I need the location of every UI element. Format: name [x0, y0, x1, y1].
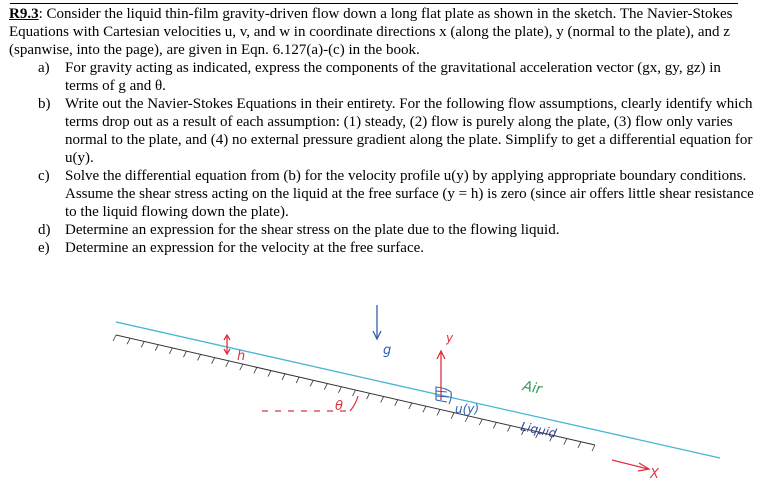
intro-text: : Consider the liquid thin-film gravity-driven flow down a long flat plate as shown in the sketch. The Navier-Stokes Equations with Cartesian velocities u, v, and w in coordinate directions x (along the plate), y (normal to the plate), and z (spanwise, into the page), are given in Eqn. 6.127(a)-(c) in the book.	[9, 6, 733, 58]
hatch-mark	[479, 419, 482, 425]
hatch-mark	[113, 335, 116, 341]
y-axis-arrow	[437, 351, 445, 400]
free-surface-line	[116, 322, 720, 458]
hatch-mark	[155, 345, 158, 351]
hatch-mark	[338, 387, 341, 393]
hatch-mark	[141, 341, 144, 347]
thickness-label: h	[237, 349, 246, 364]
hatch-mark	[353, 390, 356, 396]
hatch-mark	[564, 439, 567, 445]
gravity-label: g	[383, 343, 392, 358]
hatch-mark	[423, 406, 426, 412]
liquid-label: Liquid	[519, 419, 558, 441]
y-axis-label: y	[446, 331, 454, 345]
gravity-arrow	[373, 305, 381, 339]
hatch-mark	[240, 364, 243, 370]
hatch-mark	[282, 374, 285, 380]
hatch-mark	[169, 348, 172, 354]
hatch-mark	[437, 409, 440, 415]
part-text: Determine an expression for the velocity at the free surface.	[65, 240, 425, 256]
hatch-mark	[578, 442, 581, 448]
part-label: d)	[38, 222, 51, 238]
angle-label: θ	[335, 399, 343, 414]
hatch-mark	[268, 371, 271, 377]
angle-arc	[350, 396, 358, 411]
hatch-mark	[310, 380, 313, 386]
hatch-mark	[409, 403, 412, 409]
part-label: b)	[38, 96, 51, 112]
hatch-mark	[183, 351, 186, 357]
x-axis-label: X	[650, 467, 659, 482]
hatch-mark	[212, 358, 215, 364]
hatch-mark	[381, 396, 384, 402]
part-text: Determine an expression for the shear stress on the plate due to the flowing liquid.	[65, 222, 560, 238]
part-label: a)	[38, 60, 50, 76]
hatch-mark	[324, 384, 327, 390]
hatch-mark	[127, 338, 130, 344]
problem-id: R9.3	[9, 6, 39, 22]
hatch-mark	[367, 393, 370, 399]
hatch-mark	[254, 367, 257, 373]
part-text: Solve the differential equation from (b) for the velocity profile u(y) by applying appropriate boundary conditions. Assume the shear stress acting on the liquid at the free surface (y = h) is zero (since air offers little shear resistance to the liquid flowing down the plate).	[65, 168, 754, 220]
hatch-mark	[592, 445, 595, 451]
hatch-mark	[493, 422, 496, 428]
air-label: Air	[521, 378, 544, 398]
part-text: Write out the Navier-Stokes Equations in their entirety. For the following flow assumptions, clearly identify which terms drop out as a result of each assumption: (1) steady, (2) flow is purely along the plate, (3) flow only varies normal to the plate, and (4) no external pressure gradient along the plate. Simplify to get a differential equation for u(y).	[65, 96, 753, 166]
hatch-mark	[395, 400, 398, 406]
part-label: c)	[38, 168, 50, 184]
x-axis-arrow	[612, 460, 649, 471]
hatch-mark	[198, 354, 201, 360]
thickness-marker	[224, 335, 230, 354]
hatch-mark	[507, 426, 510, 432]
hatch-mark	[465, 416, 468, 422]
hatch-mark	[226, 361, 229, 367]
part-label: e)	[38, 240, 50, 256]
part-text: For gravity acting as indicated, express the components of the gravitational acceleration vector (gx, gy, gz) in terms of g and θ.	[65, 60, 721, 94]
hatch-mark	[296, 377, 299, 383]
velocity-profile-label: u(y)	[455, 402, 480, 416]
hatch-mark	[451, 413, 454, 419]
